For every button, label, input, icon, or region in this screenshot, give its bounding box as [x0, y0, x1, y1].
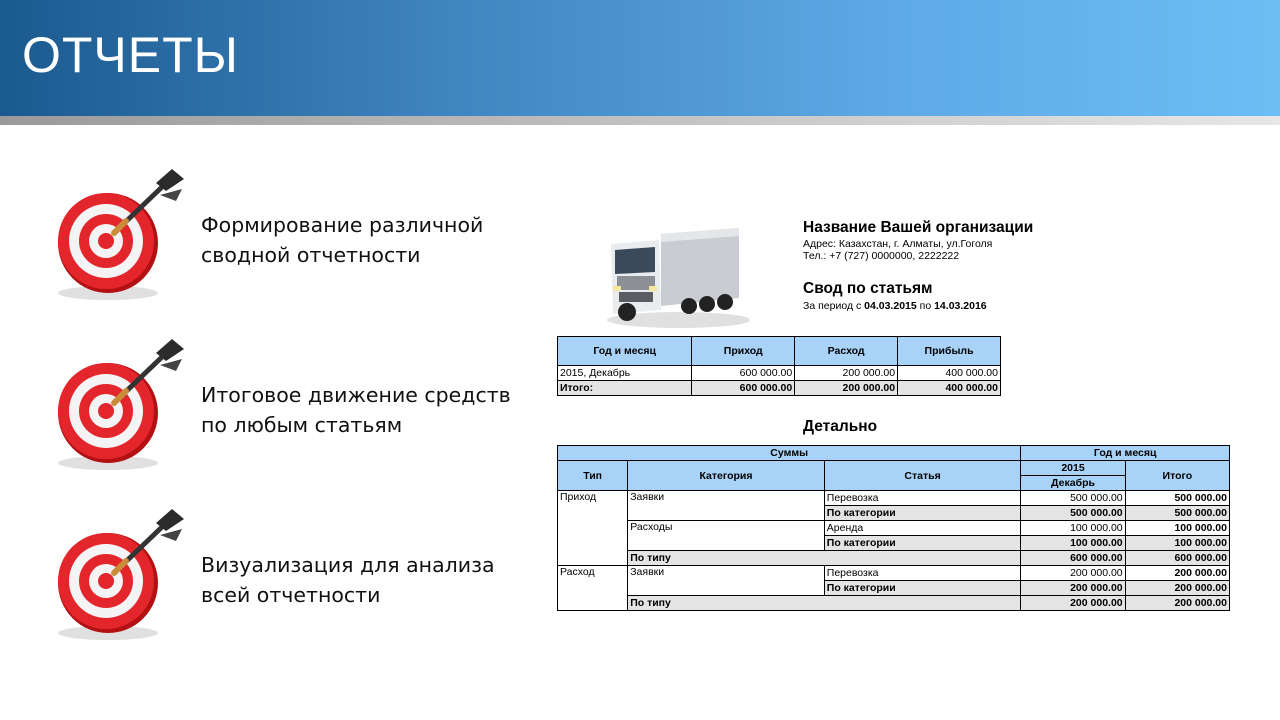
detail-table — [557, 445, 1230, 611]
target-dart-icon — [52, 505, 192, 645]
period-prefix: За период с — [803, 300, 862, 312]
bullet-text — [201, 210, 483, 270]
table-header-row — [558, 337, 1001, 366]
table-cell: 2015, Декабрь — [558, 366, 692, 381]
period-from: 04.03.2015 — [864, 300, 917, 312]
table-row — [558, 491, 1230, 506]
table-cell: 500 000.00 — [1125, 506, 1229, 521]
table-cell: 200 000.00 — [1125, 581, 1229, 596]
table-cell: 100 000.00 — [1021, 521, 1125, 536]
table-header: Тип — [558, 461, 628, 491]
table-cell: Заявки — [628, 566, 825, 596]
period-to: 14.03.2016 — [934, 300, 987, 312]
bullet-item — [52, 335, 532, 475]
table-cell: 100 000.00 — [1021, 536, 1125, 551]
table-row — [558, 366, 1001, 381]
detail-title: Детально — [803, 418, 878, 435]
org-address: Адрес: Казахстан, г. Алматы, ул.Гоголя — [803, 238, 993, 250]
bullet-text — [201, 550, 495, 610]
summary-table — [557, 336, 1001, 396]
table-row — [558, 566, 1230, 581]
table-cell: Расход — [558, 566, 628, 611]
period-mid: по — [919, 300, 932, 312]
org-name: Название Вашей организации — [803, 219, 1034, 236]
table-cell: 400 000.00 — [898, 381, 1001, 396]
table-header: 2015 — [1021, 461, 1125, 476]
table-cell: 200 000.00 — [1125, 596, 1229, 611]
table-cell: По категории — [824, 581, 1021, 596]
target-dart-icon — [52, 165, 192, 305]
table-cell: Заявки — [628, 491, 825, 521]
table-cell: По типу — [628, 551, 1021, 566]
table-row — [558, 551, 1230, 566]
table-cell: Приход — [558, 491, 628, 566]
org-phone: Тел.: +7 (727) 0000000, 2222222 — [803, 250, 960, 262]
table-cell: 200 000.00 — [1021, 581, 1125, 596]
table-cell: Аренда — [824, 521, 1021, 536]
table-cell: По типу — [628, 596, 1021, 611]
table-total-row — [558, 381, 1001, 396]
table-header: Год и месяц — [1021, 446, 1230, 461]
table-header-row — [558, 446, 1230, 461]
bullet-text — [201, 380, 511, 440]
bullet-item — [52, 165, 532, 305]
table-cell: 600 000.00 — [692, 381, 795, 396]
table-cell: Перевозка — [824, 566, 1021, 581]
table-header: Суммы — [558, 446, 1021, 461]
table-header-row — [558, 461, 1230, 476]
table-cell: По категории — [824, 506, 1021, 521]
table-cell: Перевозка — [824, 491, 1021, 506]
table-cell: 100 000.00 — [1125, 536, 1229, 551]
bullet-line: Визуализация для анализа — [201, 553, 495, 577]
table-header: Прибыль — [898, 337, 1001, 366]
table-row — [558, 521, 1230, 536]
table-cell: 200 000.00 — [1021, 566, 1125, 581]
page-title: ОТЧЕТЫ — [22, 27, 239, 83]
table-cell: По категории — [824, 536, 1021, 551]
table-row — [558, 596, 1230, 611]
table-cell: 200 000.00 — [1021, 596, 1125, 611]
table-cell: 400 000.00 — [898, 366, 1001, 381]
summary-title: Свод по статьям — [803, 280, 933, 297]
table-cell: 100 000.00 — [1125, 521, 1229, 536]
bullet-line: Формирование различной — [201, 213, 484, 237]
table-cell: 500 000.00 — [1021, 491, 1125, 506]
table-header: Приход — [692, 337, 795, 366]
truck-image — [599, 214, 749, 334]
table-cell: 500 000.00 — [1021, 506, 1125, 521]
target-dart-icon — [52, 335, 192, 475]
table-cell: 200 000.00 — [1125, 566, 1229, 581]
bullet-line: всей отчетности — [201, 583, 381, 607]
table-cell: Итого: — [558, 381, 692, 396]
table-header: Статья — [824, 461, 1021, 491]
bullet-line: сводной отчетности — [201, 243, 421, 267]
table-cell: 500 000.00 — [1125, 491, 1229, 506]
report-preview — [555, 210, 1235, 620]
table-header: Декабрь — [1021, 476, 1125, 491]
table-header: Год и месяц — [558, 337, 692, 366]
bullet-item — [52, 505, 532, 645]
table-cell: 200 000.00 — [795, 381, 898, 396]
table-header: Категория — [628, 461, 825, 491]
table-header: Итого — [1125, 461, 1229, 491]
table-cell: Расходы — [628, 521, 825, 551]
table-cell: 600 000.00 — [1125, 551, 1229, 566]
bullet-line: Итоговое движение средств — [201, 383, 511, 407]
table-cell: 600 000.00 — [692, 366, 795, 381]
table-cell: 600 000.00 — [1021, 551, 1125, 566]
header-divider — [0, 116, 1280, 125]
table-header: Расход — [795, 337, 898, 366]
report-period — [803, 300, 987, 312]
table-cell: 200 000.00 — [795, 366, 898, 381]
bullet-line: по любым статьям — [201, 413, 403, 437]
